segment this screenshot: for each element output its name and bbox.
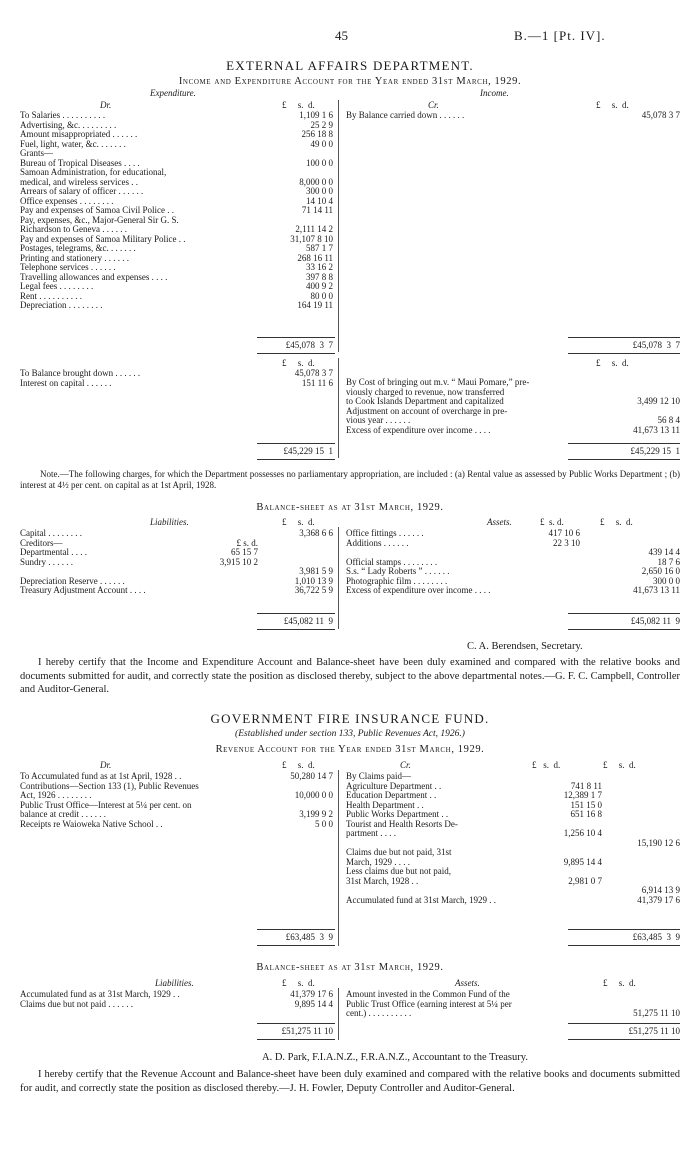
account-line-amount: 45,078 3 7 [641, 110, 680, 120]
rule [257, 945, 335, 946]
account-line-label: Less claims due but not paid, [346, 866, 451, 876]
rule [568, 1039, 680, 1040]
account-line-label: To Accumulated fund as at 1st April, 1928 . . [20, 771, 182, 781]
rule [568, 613, 680, 614]
gfif-certificate: I hereby certify that the Revenue Account and Balance-sheet have been duly examined and compared with the relative books and documents submitted for audit, and correctly state the position as disclosed thereby.—J. H. Fowler, Deputy Controller and Auditor-General. [20, 1069, 680, 1094]
ead-column-divider [338, 100, 339, 352]
gfif-bs-total-left: £51,275 11 10 [281, 1026, 333, 1036]
account-line-subamount: 151 15 0 [570, 799, 602, 810]
account-line-label: March, 1929 . . . . [346, 856, 410, 867]
page-reference: B.—1 [Pt. IV]. [514, 28, 606, 43]
account-line-amount: 33 16 2 [306, 262, 333, 272]
account-line-subamount: 22 3 10 [553, 537, 580, 548]
account-line-label: Grants— [20, 148, 53, 158]
account-line-label: Office fittings . . . . . . [346, 528, 424, 538]
account-line-label: Health Department . . [346, 799, 424, 810]
account-line-amount: 151 11 6 [301, 377, 333, 388]
account-line-amount: 3,981 5 9 [299, 566, 333, 576]
gfif-lsd-right: £ s. d. [603, 760, 636, 770]
account-line-amount: 14 10 4 [306, 195, 333, 206]
account-line-amount: 439 14 4 [648, 547, 680, 557]
account-line-label: Office expenses . . . . . . . . [20, 195, 114, 206]
account-line-amount: 56 8 4 [657, 415, 680, 425]
account-line-label: Agriculture Department . . [346, 780, 442, 791]
gfif-bs-lsd-left: £ s. d. [282, 978, 315, 988]
ead-dr-label: Dr. [100, 100, 112, 110]
account-line-subamount: 1,256 10 4 [563, 828, 602, 838]
account-line-label: Claims due but not paid . . . . . . [20, 998, 133, 1009]
account-line-label: Postages, telegrams, &c. . . . . . . [20, 243, 136, 253]
ead-balance-sheet-title: Balance-sheet as at 31st March, 1929. [256, 502, 444, 513]
rule [257, 629, 335, 630]
account-line-subamount: 12,389 1 7 [563, 790, 602, 800]
account-line-label: By Claims paid— [346, 771, 411, 781]
ead-bs-lsd-left: £ s. d. [282, 517, 315, 527]
account-line-label: Samoan Administration, for educational, [20, 167, 167, 177]
account-line-subamount: 2,981 0 7 [568, 875, 602, 886]
account-line-label: Pay, expenses, &c., Major-General Sir G. S. [20, 214, 179, 225]
account-line-amount: 45,078 3 7 [294, 368, 333, 378]
account-line-subamount: 417 10 6 [548, 528, 580, 538]
gfif-liabilities-label: Liabilities. [155, 978, 194, 988]
account-line-amount: 2,650 16 0 [641, 566, 680, 576]
account-line-amount: 36,722 5 9 [294, 585, 333, 595]
account-line-amount: 1,109 1 6 [299, 110, 333, 120]
ead-bs-lsd-mid: £ s. d. [540, 517, 564, 527]
account-line-label: viously charged to revenue, now transferred [346, 386, 505, 397]
account-line-label: Pay and expenses of Samoa Military Police . . [20, 233, 186, 244]
account-line-amount: 49 0 0 [310, 138, 333, 149]
rule [257, 337, 335, 338]
account-line-amount: 3,199 9 2 [299, 809, 333, 819]
ead-bs-total-right: £45,082 11 9 [630, 616, 680, 626]
account-line-label: Education Department . . [346, 790, 437, 800]
account-line-amount: 400 9 2 [306, 281, 333, 291]
gfif-bs-divider [338, 988, 339, 1040]
ead-certificate: I hereby certify that the Income and Expenditure Account and Balance-sheet have been duly examined and compared with the relative books and documents submitted for audit, and correctly state the position as disclosed thereby, subject to the above departmental notes.—G. F. C. Campbell, Controller and Auditor-General. [20, 657, 680, 695]
account-line-amount: 50,280 14 7 [290, 771, 333, 781]
account-line-label: S.s. “ Lady Roberts ” . . . . . . [346, 566, 450, 576]
ead-column-divider-2 [338, 358, 339, 458]
rule [257, 459, 335, 460]
account-line-label: Travelling allowances and expenses . . . . [20, 271, 168, 282]
gfif-bs-lsd-right: £ s. d. [603, 978, 636, 988]
account-line-label: Act, 1926 . . . . . . . . [20, 790, 92, 800]
account-line-label: Bureau of Tropical Diseases . . . . [20, 157, 140, 168]
account-line-amount: 18 7 6 [657, 556, 680, 567]
gfif-divider [338, 770, 339, 946]
account-line-amount: 5 0 0 [315, 818, 333, 829]
gfif-bs-total-right: £51,275 11 10 [628, 1026, 680, 1036]
gfif-total-left: £63,485 3 9 [285, 932, 333, 942]
account-line-label: vious year . . . . . . [346, 415, 411, 425]
account-line-amount: 8,000 0 0 [299, 176, 333, 187]
rule [257, 443, 335, 444]
account-line-amount: 25 2 9 [310, 119, 333, 130]
gfif-lsd-mid: £ s. d. [532, 760, 561, 770]
gfif-title: GOVERNMENT FIRE INSURANCE FUND. [210, 711, 490, 726]
account-line-label: Amount invested in the Common Fund of the [346, 989, 510, 999]
gfif-dr-label: Dr. [100, 760, 112, 770]
account-line-amount: 51,275 11 10 [633, 1008, 680, 1018]
account-line-label: Claims due but not paid, 31st [346, 847, 452, 857]
account-line-amount: 71 14 11 [301, 205, 333, 215]
account-line-amount: 41,379 17 6 [637, 894, 680, 905]
ead-subtitle: Income and Expenditure Account for the Year ended 31st March, 1929. [178, 76, 522, 87]
rule [568, 929, 680, 930]
account-line-label: Depreciation Reserve . . . . . . [20, 575, 125, 586]
account-line-subamount: 3,915 10 2 [219, 556, 258, 567]
account-line-amount: 256 18 8 [301, 129, 333, 139]
account-line-amount: 300 0 0 [653, 575, 680, 586]
ead-bs-divider [338, 527, 339, 629]
ead-bs-lsd-right: £ s. d. [600, 517, 633, 527]
account-line-label: medical, and wireless services . . [20, 176, 138, 187]
account-line-label: Richardson to Geneva . . . . . . [20, 224, 127, 234]
account-line-amount: 164 19 11 [297, 300, 333, 310]
account-line-subamount: 65 15 7 [231, 547, 258, 557]
ead-total2-right: £45,229 15 1 [630, 446, 680, 456]
ead-lsd-left-2: £ s. d. [282, 358, 315, 368]
account-line-subamount: 9,895 14 4 [563, 856, 602, 867]
account-line-subamount: 741 8 11 [570, 780, 602, 791]
account-line-label: To Balance brought down . . . . . . [20, 368, 141, 378]
account-line-label: Printing and stationery . . . . . . [20, 252, 129, 263]
account-line-label: Public Works Department . . [346, 809, 449, 819]
ead-lsd-left: £ s. d. [282, 100, 315, 110]
gfif-cr-label: Cr. [400, 760, 411, 770]
account-line-amount: 2,111 14 2 [295, 224, 333, 234]
ead-expenditure-label: Expenditure. [150, 88, 196, 98]
ead-income-label: Income. [480, 88, 509, 98]
ead-cr-label: Cr. [428, 100, 439, 110]
account-line-label: Capital . . . . . . . . [20, 528, 82, 538]
account-line-amount: 300 0 0 [306, 186, 333, 196]
rule [568, 945, 680, 946]
account-line-amount: 15,190 12 6 [637, 837, 680, 848]
ead-total2-left: £45,229 15 1 [283, 446, 333, 456]
rule [568, 337, 680, 338]
account-line-label: Sundry . . . . . . [20, 556, 74, 567]
account-line-label: By Balance carried down . . . . . . [346, 110, 465, 120]
account-line-amount: 41,673 13 11 [633, 585, 680, 595]
account-line-amount: 6,914 13 9 [641, 885, 680, 895]
account-line-label: Adjustment on account of overcharge in pre- [346, 405, 508, 416]
ead-bs-total-left: £45,082 11 9 [283, 616, 333, 626]
rule [257, 353, 335, 354]
gfif-lsd-left: £ s. d. [282, 760, 315, 770]
account-line-label: Amount misappropriated . . . . . . [20, 129, 138, 139]
account-line-amount: 10,000 0 0 [294, 790, 333, 800]
account-line-amount: 80 0 0 [310, 290, 333, 301]
ead-total-right: £45,078 3 7 [632, 340, 680, 350]
rule [568, 443, 680, 444]
gfif-total-right: £63,485 3 9 [632, 932, 680, 942]
rule [568, 459, 680, 460]
rule [568, 1023, 680, 1024]
account-line-label: Contributions—Section 133 (1), Public Revenues [20, 780, 199, 791]
page-number: 45 [335, 28, 348, 43]
ead-lsd-right-2: £ s. d. [596, 358, 629, 368]
account-line-amount: 100 0 0 [306, 157, 333, 168]
account-line-amount: 31,107 8 10 [290, 233, 333, 244]
account-line-subamount: £ s. d. [236, 537, 258, 548]
ead-title: EXTERNAL AFFAIRS DEPARTMENT. [226, 58, 474, 73]
rule [257, 613, 335, 614]
account-line-label: Fuel, light, water, &c. . . . . . . [20, 138, 126, 149]
account-line-label: Additions . . . . . . [346, 537, 409, 548]
account-line-label: partment . . . . [346, 828, 396, 838]
account-line-label: By Cost of bringing out m.v. “ Maui Pomare,” pre- [346, 377, 530, 387]
account-line-label: Rent . . . . . . . . . . [20, 290, 82, 301]
ead-note: Note.—The following charges, for which the Department possesses no parliamentary appropriation, are included : (a) Rental value as assessed by Public Works Department ; (b) interest at 4½ per cent. on capital as at 1st April, 1928. [20, 469, 680, 490]
gfif-subtitle: Revenue Account for the Year ended 31st March, 1929. [215, 744, 485, 755]
gfif-balance-sheet-title: Balance-sheet as at 31st March, 1929. [256, 962, 444, 973]
account-line-label: Departmental . . . . [20, 547, 87, 557]
account-line-amount: 9,895 14 4 [294, 998, 333, 1009]
account-line-amount: 587 1 7 [306, 243, 333, 253]
rule [568, 629, 680, 630]
account-line-amount: 397 8 8 [306, 271, 333, 282]
rule [257, 1023, 335, 1024]
gfif-established: (Established under section 133, Public Revenues Act, 1926.) [235, 729, 465, 739]
account-line-label: Interest on capital . . . . . . [20, 377, 112, 388]
account-line-label: Telephone services . . . . . . [20, 262, 116, 272]
account-line-amount: 268 16 11 [297, 252, 333, 263]
account-line-amount: 41,673 13 11 [633, 424, 680, 435]
account-line-label: Accumulated fund as at 31st March, 1929 . . [20, 989, 180, 999]
account-line-label: Legal fees . . . . . . . . [20, 281, 94, 291]
ead-assets-label: Assets. [487, 517, 512, 527]
account-line-label: Accumulated fund at 31st March, 1929 . . [346, 894, 496, 905]
account-line-amount: 3,368 6 6 [299, 528, 333, 538]
account-line-label: Public Trust Office (earning interest at 5¼ per [346, 998, 512, 1009]
account-line-amount: 3,499 12 10 [637, 396, 680, 406]
account-line-label: Official stamps . . . . . . . . [346, 556, 438, 567]
gfif-assets-label: Assets. [455, 978, 480, 988]
ead-signature: C. A. Berendsen, Secretary. [467, 641, 583, 652]
account-line-label: balance at credit . . . . . . [20, 809, 106, 819]
account-line-amount: 1,010 13 9 [294, 575, 333, 586]
gfif-signature: A. D. Park, F.I.A.N.Z., F.R.A.N.Z., Accountant to the Treasury. [262, 1052, 528, 1063]
account-line-subamount: 651 16 8 [570, 809, 602, 819]
ead-lsd-right: £ s. d. [596, 100, 629, 110]
ead-liabilities-label: Liabilities. [150, 517, 189, 527]
page-header [0, 28, 700, 44]
account-line-label: Tourist and Health Resorts De- [346, 818, 458, 829]
rule [568, 353, 680, 354]
account-line-label: Depreciation . . . . . . . . [20, 300, 103, 310]
account-line-label: cent.) . . . . . . . . . . [346, 1008, 412, 1018]
account-line-label: Advertising, &c. . . . . . . . . [20, 119, 117, 130]
rule [257, 1039, 335, 1040]
rule [257, 929, 335, 930]
account-line-label: Treasury Adjustment Account . . . . [20, 585, 146, 595]
account-line-label: Public Trust Office—Interest at 5¼ per cent. on [20, 799, 192, 810]
account-line-label: Receipts re Waioweka Native School . . [20, 818, 163, 829]
account-line-label: Pay and expenses of Samoa Civil Police . . [20, 205, 174, 215]
account-line-amount: 41,379 17 6 [290, 989, 333, 999]
account-line-label: 31st March, 1928 . . [346, 875, 419, 886]
account-line-label: Photographic film . . . . . . . . [346, 575, 448, 586]
account-line-label: Excess of expenditure over income . . . . [346, 424, 491, 435]
account-line-label: Arrears of salary of officer . . . . . . [20, 186, 144, 196]
account-line-label: Creditors— [20, 537, 63, 548]
account-line-label: To Salaries . . . . . . . . . . [20, 110, 106, 120]
account-line-label: Excess of expenditure over income . . . . [346, 585, 491, 595]
account-line-label: to Cook Islands Department and capitalized [346, 396, 504, 406]
ead-total-left: £45,078 3 7 [285, 340, 333, 350]
